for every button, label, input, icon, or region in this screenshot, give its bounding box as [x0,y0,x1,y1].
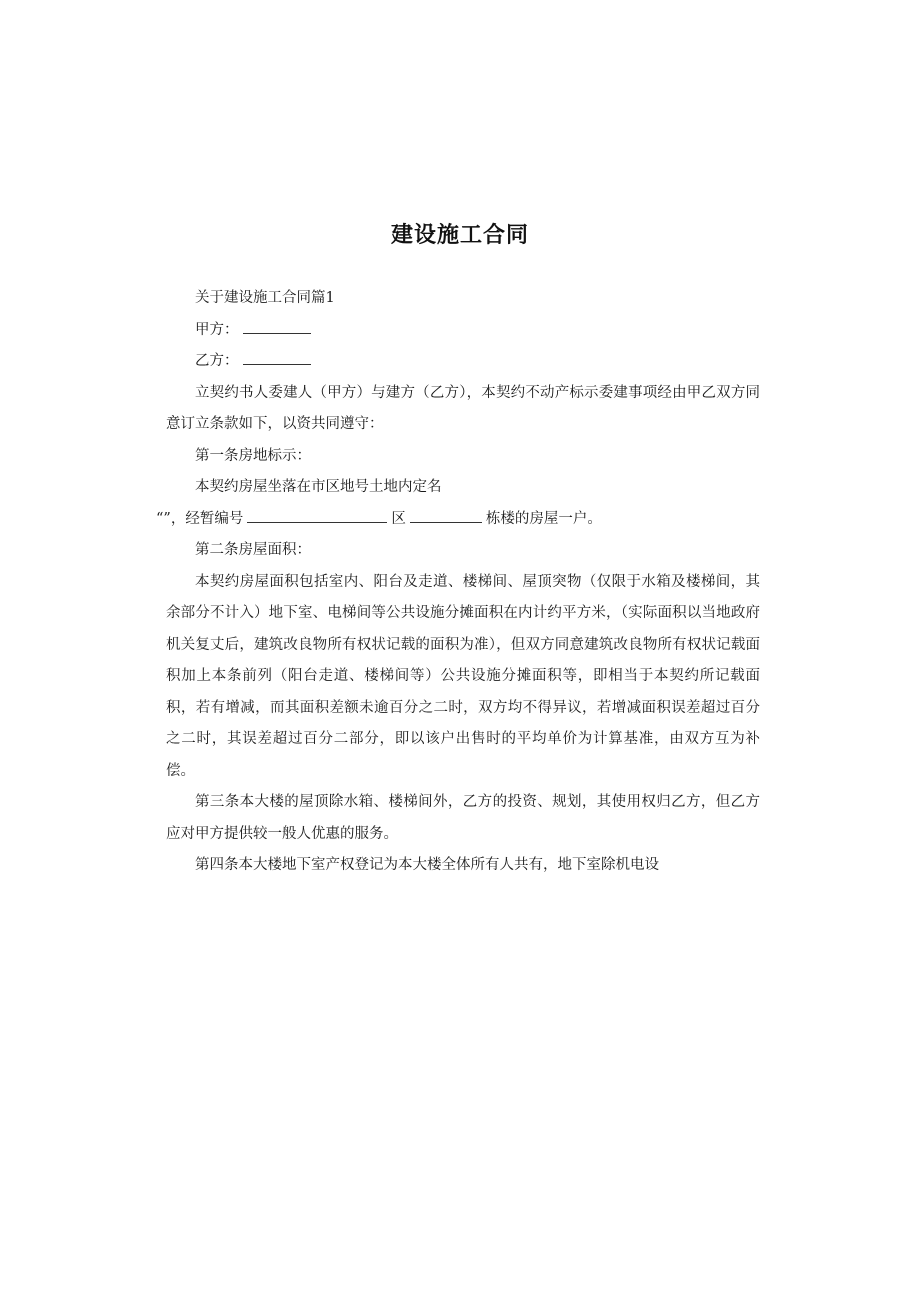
article-1-quote-number: “”，经暂编号 [156,510,244,527]
intro-paragraph: 立契约书人委建人（甲方）与建方（乙方），本契约不动产标示委建事项经由甲乙双方同意订立条款如下，以资共同遵守： [166,384,760,432]
article-4-text: 第四条本大楼地下室产权登记为本大楼全体所有人共有，地下室除机电设 [195,857,659,873]
party-b-blank [243,350,311,365]
district-blank [410,508,482,523]
party-a-blank [243,319,311,334]
party-b-label: 乙方： [195,353,239,369]
article-2-text: 本契约房屋面积包括室内、阳台及走道、楼梯间、屋顶突物（仅限于水箱及楼梯间，其余部分不计入）地下室、电梯间等公共设施分摊面积在内计约平方米，（实际面积以当地政府机关复丈后，建筑改良物所有权状记载的面积为准），但双方同意建筑改良物所有权状记载面积加上本条前列（阳台走道、楼梯间等）公共设施分摊面积等，即相当于本契约所记载面积，若有增减，而其面积差额未逾百分之二时，双方均不得异议，若增减面积误差超过百分之二时，其误差超过百分二部分，即以该户出售时的平均单价为计算基准，由双方互为补偿。 [166,573,760,779]
article-1-text-line2 [156,504,760,536]
article-1-text-line1: 本契约房屋坐落在市区地号土地内定名 [195,479,442,495]
subtitle: 关于建设施工合同篇1 [195,290,335,306]
document-title: 建设施工合同 [390,223,529,248]
party-b-line [166,346,760,378]
building-label: 栋楼的房屋一户。 [485,510,602,527]
party-a-line [166,315,760,347]
district-label: 区 [391,510,406,527]
number-blank [247,508,387,523]
article-1-heading: 第一条房地标示： [195,447,311,464]
party-a-label: 甲方： [195,321,239,338]
article-2-heading: 第二条房屋面积： [195,542,311,558]
document-body [156,283,760,882]
article-3-text: 第三条本大楼的屋顶除水箱、楼梯间外，乙方的投资、规划，其使用权归乙方，但乙方应对甲方提供较一般人优惠的服务。 [166,794,760,842]
